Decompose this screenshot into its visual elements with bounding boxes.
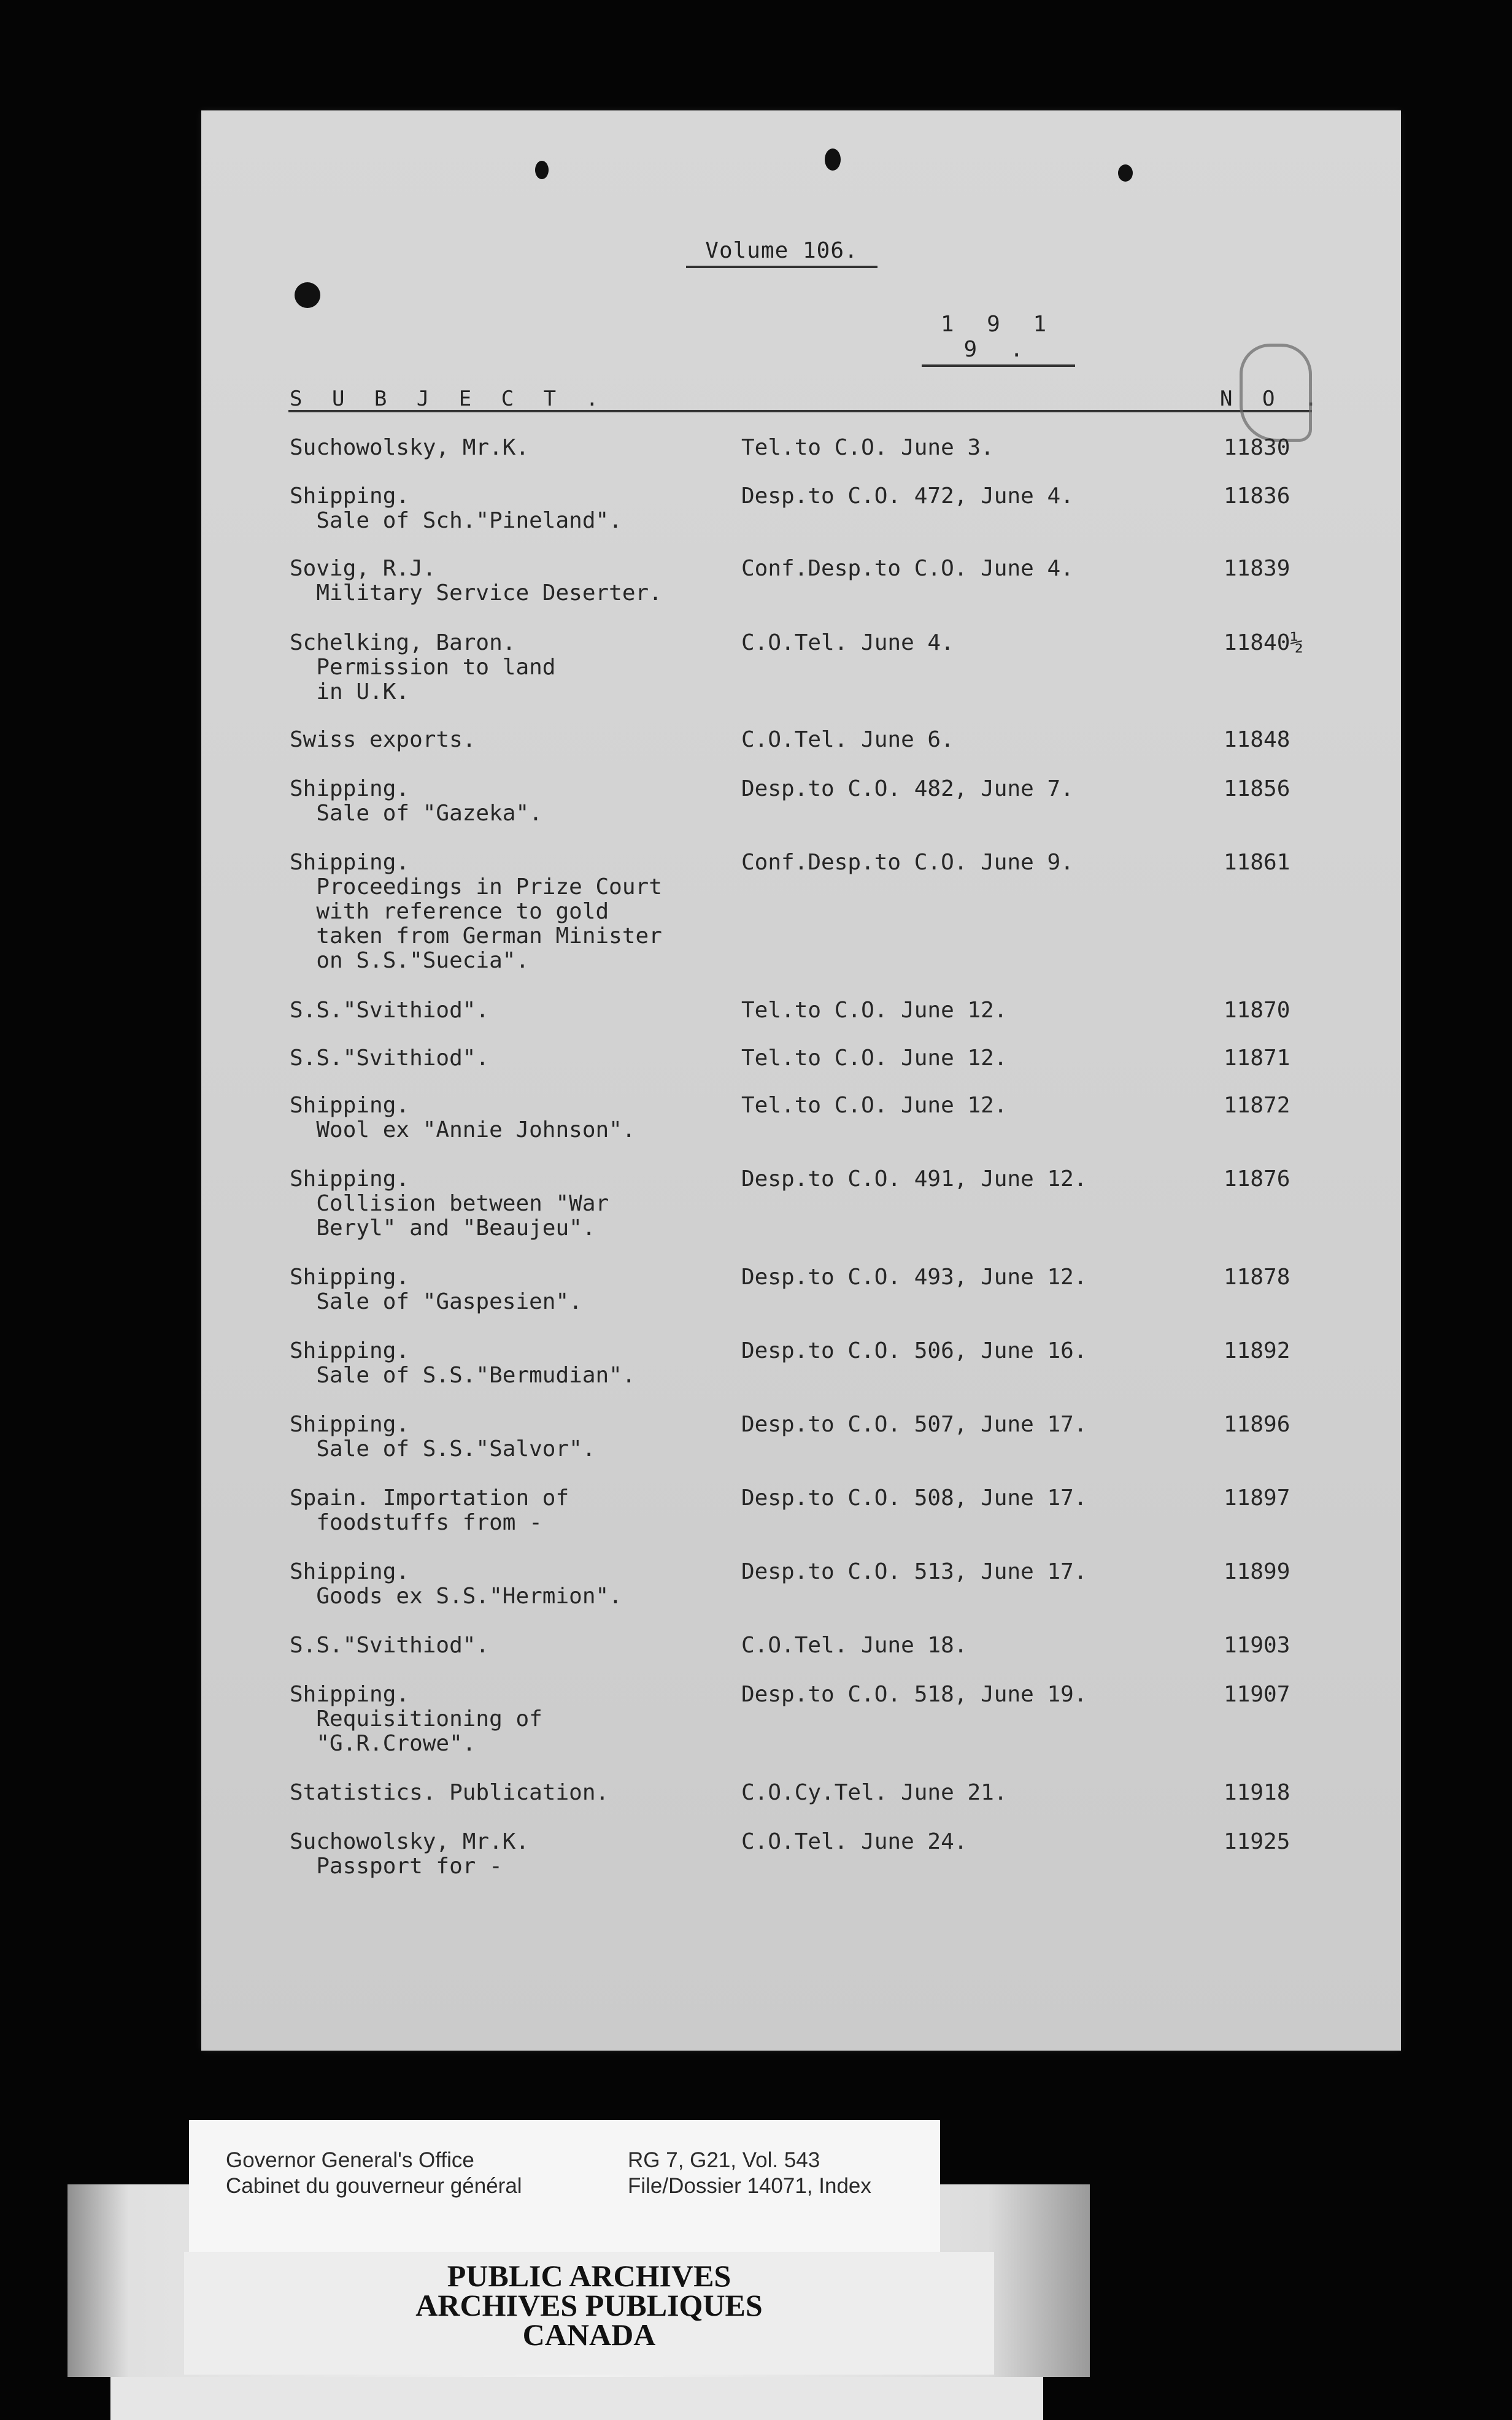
entry-reference: Desp.to C.O. 472, June 4. xyxy=(741,484,1074,509)
punch-hole xyxy=(535,161,549,179)
entry-number: 11830 xyxy=(1224,435,1290,460)
stamp-line-2: ARCHIVES PUBLIQUES xyxy=(415,2288,763,2322)
entry-reference: C.O.Tel. June 18. xyxy=(741,1633,968,1658)
entry-subject: Suchowolsky, Mr.K. xyxy=(290,435,530,460)
bottom-mount-strip xyxy=(110,2377,1043,2420)
entry-reference: C.O.Tel. June 6. xyxy=(741,727,954,752)
entry-subject: Shipping. Collision between "War Beryl" and "Beaujeu". xyxy=(290,1166,609,1241)
entry-reference: Desp.to C.O. 518, June 19. xyxy=(741,1682,1087,1707)
entry-number: 11870 xyxy=(1224,998,1290,1023)
entry-reference: Desp.to C.O. 493, June 12. xyxy=(741,1265,1087,1290)
entry-subject: Schelking, Baron. Permission to land in U.K. xyxy=(290,630,556,704)
entry-number: 11899 xyxy=(1224,1559,1290,1584)
entry-number: 11856 xyxy=(1224,776,1290,801)
entry-subject: Shipping. Sale of S.S."Salvor". xyxy=(290,1412,596,1462)
entry-reference: C.O.Tel. June 24. xyxy=(741,1829,968,1854)
entry-number: 11861 xyxy=(1224,850,1290,875)
entry-subject: Shipping. Sale of Sch."Pineland". xyxy=(290,484,622,533)
entry-reference: Tel.to C.O. June 3. xyxy=(741,435,994,460)
entry-subject: Shipping. Sale of "Gazeka". xyxy=(290,776,542,826)
entry-subject: Shipping. Goods ex S.S."Hermion". xyxy=(290,1559,622,1609)
entry-number: 11839 xyxy=(1224,556,1290,581)
entry-number: 11840½ xyxy=(1224,630,1304,655)
punch-hole xyxy=(295,282,320,308)
header-rule xyxy=(288,410,1312,412)
entry-reference: Desp.to C.O. 513, June 17. xyxy=(741,1559,1087,1584)
subject-column-header: S U B J E C T . xyxy=(290,387,608,411)
punch-hole xyxy=(825,148,841,171)
entry-number: 11878 xyxy=(1224,1265,1290,1290)
entry-reference: Desp.to C.O. 482, June 7. xyxy=(741,776,1074,801)
entry-subject: Swiss exports. xyxy=(290,727,476,752)
entry-reference: Conf.Desp.to C.O. June 4. xyxy=(741,556,1074,581)
entry-subject: Spain. Importation of foodstuffs from - xyxy=(290,1486,569,1535)
entry-subject: Shipping. Sale of S.S."Bermudian". xyxy=(290,1338,636,1388)
entry-reference: Desp.to C.O. 491, June 12. xyxy=(741,1166,1087,1192)
entry-subject: Shipping. Proceedings in Prize Court with reference to gold taken from German Minister on S.S."Suecia". xyxy=(290,850,662,973)
entry-reference: C.O.Tel. June 4. xyxy=(741,630,954,655)
entry-number: 11925 xyxy=(1224,1829,1290,1854)
entry-reference: Tel.to C.O. June 12. xyxy=(741,1093,1008,1118)
stamp-line-3: CANADA xyxy=(522,2318,656,2352)
stamp-line-1: PUBLIC ARCHIVES xyxy=(447,2259,731,2293)
entry-reference: Tel.to C.O. June 12. xyxy=(741,998,1008,1023)
entry-number: 11871 xyxy=(1224,1046,1290,1071)
entry-subject: S.S."Svithiod". xyxy=(290,1633,490,1658)
office-name-en: Governor General's Office xyxy=(226,2148,474,2172)
entry-number: 11918 xyxy=(1224,1780,1290,1805)
entry-number: 11896 xyxy=(1224,1412,1290,1437)
volume-heading: Volume 106. xyxy=(686,238,878,268)
entry-reference: Desp.to C.O. 507, June 17. xyxy=(741,1412,1087,1437)
public-archives-stamp xyxy=(184,2252,994,2375)
year-heading: 1 9 1 9 . xyxy=(922,312,1075,367)
entry-reference: Tel.to C.O. June 12. xyxy=(741,1046,1008,1071)
entry-reference: Conf.Desp.to C.O. June 9. xyxy=(741,850,1074,875)
pencil-numeral-mark xyxy=(1240,344,1312,442)
entry-subject: Statistics. Publication. xyxy=(290,1780,609,1805)
entry-number: 11836 xyxy=(1224,484,1290,509)
number-column-header: N O . xyxy=(1220,387,1326,411)
archive-reference-label xyxy=(189,2120,940,2257)
entry-reference: C.O.Cy.Tel. June 21. xyxy=(741,1780,1008,1805)
entry-number: 11897 xyxy=(1224,1486,1290,1511)
entry-number: 11892 xyxy=(1224,1338,1290,1363)
punch-hole xyxy=(1118,164,1133,182)
entry-subject: Shipping. Requisitioning of "G.R.Crowe". xyxy=(290,1682,542,1756)
file-dossier-reference: File/Dossier 14071, Index xyxy=(628,2174,871,2198)
entry-subject: S.S."Svithiod". xyxy=(290,998,490,1023)
office-name-fr: Cabinet du gouverneur général xyxy=(226,2174,522,2198)
entry-reference: Desp.to C.O. 506, June 16. xyxy=(741,1338,1087,1363)
entry-subject: Suchowolsky, Mr.K. Passport for - xyxy=(290,1829,530,1879)
entry-number: 11907 xyxy=(1224,1682,1290,1707)
entry-reference: Desp.to C.O. 508, June 17. xyxy=(741,1486,1087,1511)
entry-number: 11903 xyxy=(1224,1633,1290,1658)
entry-subject: Shipping. Wool ex "Annie Johnson". xyxy=(290,1093,636,1143)
entry-number: 11848 xyxy=(1224,727,1290,752)
record-group-reference: RG 7, G21, Vol. 543 xyxy=(628,2148,820,2172)
entry-number: 11872 xyxy=(1224,1093,1290,1118)
entry-subject: S.S."Svithiod". xyxy=(290,1046,490,1071)
entry-subject: Sovig, R.J. Military Service Deserter. xyxy=(290,556,662,606)
entry-number: 11876 xyxy=(1224,1166,1290,1192)
entry-subject: Shipping. Sale of "Gaspesien". xyxy=(290,1265,582,1314)
